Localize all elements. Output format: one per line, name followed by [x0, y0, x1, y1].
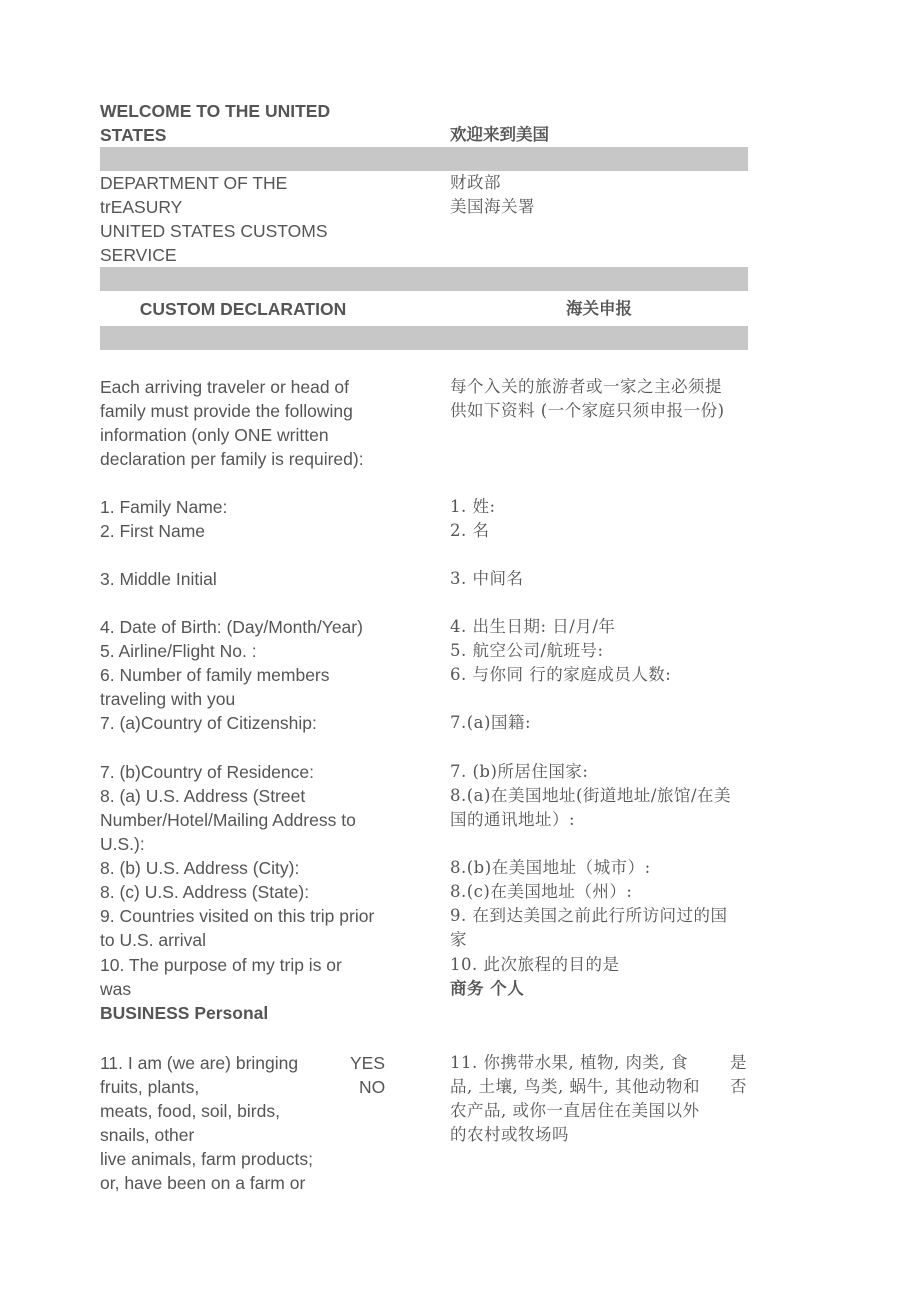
q7b-label-en: 7. (b)Country of Residence: [100, 762, 314, 782]
department-cn-line-2: 美国海关署 [450, 197, 535, 216]
q8c-label-cn: 8.(c)在美国地址（州）: [450, 882, 633, 901]
q7a-label-cn: 7.(a)国籍: [450, 713, 532, 732]
intro-line-3: information (only ONE written [100, 425, 329, 445]
q11-cn-line-2: 品, 土壤, 鸟类, 蜗牛, 其他动物和 [450, 1077, 700, 1096]
q5-label-en: 5. Airline/Flight No. : [100, 641, 257, 661]
welcome-line-2: STATES [100, 125, 167, 145]
intro-cn-line-1: 每个入关的旅游者或一家之主必须提 [450, 377, 722, 396]
q10-options-cn: 商务 个人 [450, 979, 525, 998]
q11-line-6: or, have been on a farm or [100, 1173, 306, 1193]
intro-cn [450, 375, 725, 423]
q8b-label-en: 8. (b) U.S. Address (City): [100, 858, 300, 878]
q11-line-1: 11. I am (we are) bringing [100, 1053, 299, 1073]
q1-label-cn: 1. 姓: [450, 497, 496, 516]
q11-line-4: snails, other [100, 1125, 195, 1145]
q8a-label-cn [450, 784, 731, 832]
q11-label-cn [450, 1051, 700, 1147]
q8c-label-en: 8. (c) U.S. Address (State): [100, 882, 310, 902]
intro-line-1: Each arriving traveler or head of [100, 377, 350, 397]
department-cn [450, 171, 535, 219]
q2-label-en: 2. First Name [100, 521, 206, 541]
department-line-4: SERVICE [100, 245, 177, 265]
intro-line-2: family must provide the following [100, 401, 353, 421]
q9-line-1: 9. Countries visited on this trip prior [100, 906, 375, 926]
q3-label-en: 3. Middle Initial [100, 569, 217, 589]
q6-line-1: 6. Number of family members [100, 665, 330, 685]
q6-label-en [100, 663, 330, 711]
q11-line-2: fruits, plants, [100, 1077, 200, 1097]
intro-cn-line-2: 供如下资料 (一个家庭只须申报一份) [450, 401, 725, 420]
q11-cn-line-1: 11. 你携带水果, 植物, 肉类, 食 [450, 1053, 688, 1072]
welcome-title-cn: 欢迎来到美国 [450, 126, 549, 144]
q5-label-cn: 5. 航空公司/航班号: [450, 641, 604, 660]
section-divider-3 [100, 326, 748, 350]
q4-label-en: 4. Date of Birth: (Day/Month/Year) [100, 617, 363, 637]
q10-label-en [100, 953, 342, 1025]
q8a-line-1: 8. (a) U.S. Address (Street [100, 786, 306, 806]
q8a-cn-line-1: 8.(a)在美国地址(街道地址/旅馆/在美 [450, 786, 732, 805]
q11-line-5: live animals, farm products; [100, 1149, 313, 1169]
q8b-label-cn: 8.(b)在美国地址（城市）: [450, 858, 651, 877]
department-en [100, 171, 328, 267]
section-divider-2 [100, 267, 748, 291]
q8a-line-2: Number/Hotel/Mailing Address to [100, 810, 356, 830]
department-line-1: DEPARTMENT OF THE [100, 173, 288, 193]
q11-yes-option: YES [350, 1053, 386, 1073]
q6-line-2: traveling with you [100, 689, 236, 709]
q10-options-en: BUSINESS Personal [100, 1003, 269, 1023]
q3-label-cn: 3. 中间名 [450, 569, 524, 588]
intro-line-4: declaration per family is required): [100, 449, 364, 469]
q11-no-option: NO [359, 1077, 386, 1097]
declaration-title-cn: 海关申报 [566, 300, 632, 318]
department-line-2: trEASURY [100, 197, 183, 217]
q10-label-cn [450, 953, 620, 1001]
q2-label-cn: 2. 名 [450, 521, 490, 540]
q4-label-cn: 4. 出生日期: 日/月/年 [450, 617, 616, 636]
q8a-cn-line-2: 国的通讯地址）: [450, 810, 576, 829]
q11-cn-line-3: 农产品, 或你一直居住在美国以外 [450, 1101, 700, 1120]
section-divider-1 [100, 147, 748, 171]
q11-cn-line-4: 的农村或牧场吗 [450, 1125, 569, 1144]
declaration-title-en: CUSTOM DECLARATION [139, 299, 347, 319]
q8a-line-3: U.S.): [100, 834, 145, 854]
q10-line-1: 10. The purpose of my trip is or [100, 955, 342, 975]
department-cn-line-1: 财政部 [450, 173, 501, 192]
q11-no-option-cn: 否 [730, 1077, 747, 1096]
q7a-label-en: 7. (a)Country of Citizenship: [100, 713, 317, 733]
q9-label-cn [450, 904, 728, 952]
department-line-3: UNITED STATES CUSTOMS [100, 221, 328, 241]
q11-label-en [100, 1051, 313, 1195]
q10-line-2: was [100, 979, 132, 999]
q9-cn-line-1: 9. 在到达美国之前此行所访问过的国 [450, 906, 728, 925]
q6-label-cn: 6. 与你同 行的家庭成员人数: [450, 665, 672, 684]
q7b-label-cn: 7. (b)所居住国家: [450, 762, 589, 781]
intro-en [100, 375, 364, 471]
q9-label-en [100, 904, 374, 952]
welcome-line-1: WELCOME TO THE UNITED [100, 101, 331, 121]
q9-cn-line-2: 家 [450, 930, 467, 949]
q9-line-2: to U.S. arrival [100, 930, 206, 950]
q1-label-en: 1. Family Name: [100, 497, 228, 517]
q8a-label-en [100, 784, 356, 856]
q11-line-3: meats, food, soil, birds, [100, 1101, 280, 1121]
welcome-title-en [100, 99, 330, 147]
q11-yes-option-cn: 是 [730, 1053, 747, 1072]
q10-cn-line-1: 10. 此次旅程的目的是 [450, 955, 620, 974]
